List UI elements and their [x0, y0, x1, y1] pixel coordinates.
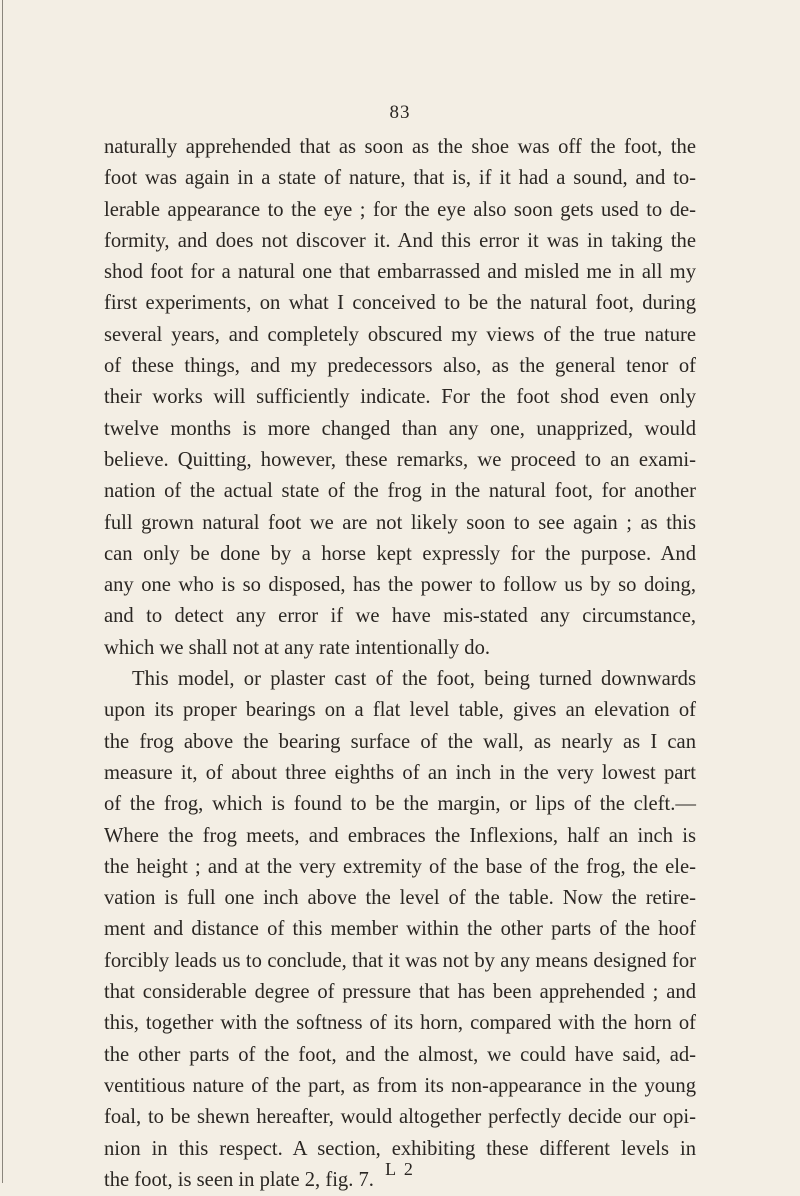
text-line: any one who is so disposed, has the power to follow us by so doing,	[104, 574, 696, 597]
text-line: of these things, and my predecessors also, as the general tenor of	[104, 355, 696, 378]
page-edge-line	[2, 0, 3, 1183]
text-line: naturally apprehended that as soon as the shoe was off the foot, the	[104, 136, 696, 158]
page-number: 83	[389, 102, 411, 123]
text-line: nation of the actual state of the frog in the natural foot, for another	[104, 480, 696, 503]
text-line: can only be done by a horse kept expressly for the purpose. And	[104, 542, 696, 565]
text-line: measure it, of about three eighths of an inch in the very lowest part	[104, 761, 696, 784]
text-line: formity, and does not discover it. And this error it was in taking the	[104, 229, 696, 252]
text-line: lerable appearance to the eye ; for the eye also soon gets used to de-	[104, 198, 696, 221]
text-line: the height ; and at the very extremity of the base of the frog, the ele-	[104, 855, 696, 878]
text-line: first experiments, on what I conceived to be the natural foot, during	[104, 292, 696, 315]
text-line: this, together with the softness of its horn, compared with the horn of	[104, 1012, 696, 1035]
text-line: upon its proper bearings on a flat level table, gives an elevation of	[104, 699, 696, 722]
text-line: ventitious nature of the part, as from its non-appearance in the young	[104, 1074, 696, 1097]
paragraph-start-line: This model, or plaster cast of the foot, being turned downwards	[132, 668, 696, 691]
text-line: that considerable degree of pressure that has been apprehended ; and	[104, 981, 696, 1004]
body-text	[104, 132, 696, 1196]
text-line: vation is full one inch above the level of the table. Now the retire-	[104, 887, 696, 910]
text-line: shod foot for a natural one that embarrassed and misled me in all my	[104, 261, 696, 284]
text-line: full grown natural foot we are not likely soon to see again ; as this	[104, 511, 696, 534]
text-line: twelve months is more changed than any one, unapprized, would	[104, 417, 696, 440]
text-line: believe. Quitting, however, these remarks, we proceed to an exami-	[104, 448, 696, 471]
text-line: nion in this respect. A section, exhibiting these different levels in	[104, 1137, 696, 1160]
text-line: ment and distance of this member within the other parts of the hoof	[104, 918, 696, 941]
text-line: forcibly leads us to conclude, that it was not by any means designed for	[104, 949, 696, 972]
text-line: foot was again in a state of nature, that is, if it had a sound, and to-	[104, 167, 696, 190]
text-line: of the frog, which is found to be the margin, or lips of the cleft.—	[104, 793, 696, 816]
paragraph-end-line: the foot, is seen in plate 2, fig. 7.	[104, 1168, 374, 1191]
signature-mark: L 2	[385, 1159, 415, 1179]
text-line: and to detect any error if we have mis-stated any circumstance,	[104, 605, 696, 628]
paragraph-end-line: which we shall not at any rate intentionally do.	[104, 636, 491, 659]
text-line: the other parts of the foot, and the almost, we could have said, ad-	[104, 1043, 696, 1066]
text-line: the frog above the bearing surface of the wall, as nearly as I can	[104, 730, 696, 753]
text-line: Where the frog meets, and embraces the Inflexions, half an inch is	[104, 824, 696, 847]
text-line: several years, and completely obscured my views of the true nature	[104, 323, 696, 346]
text-line: their works will sufficiently indicate. For the foot shod even only	[104, 386, 696, 409]
text-line: foal, to be shewn hereafter, would altogether perfectly decide our opi-	[104, 1106, 696, 1129]
